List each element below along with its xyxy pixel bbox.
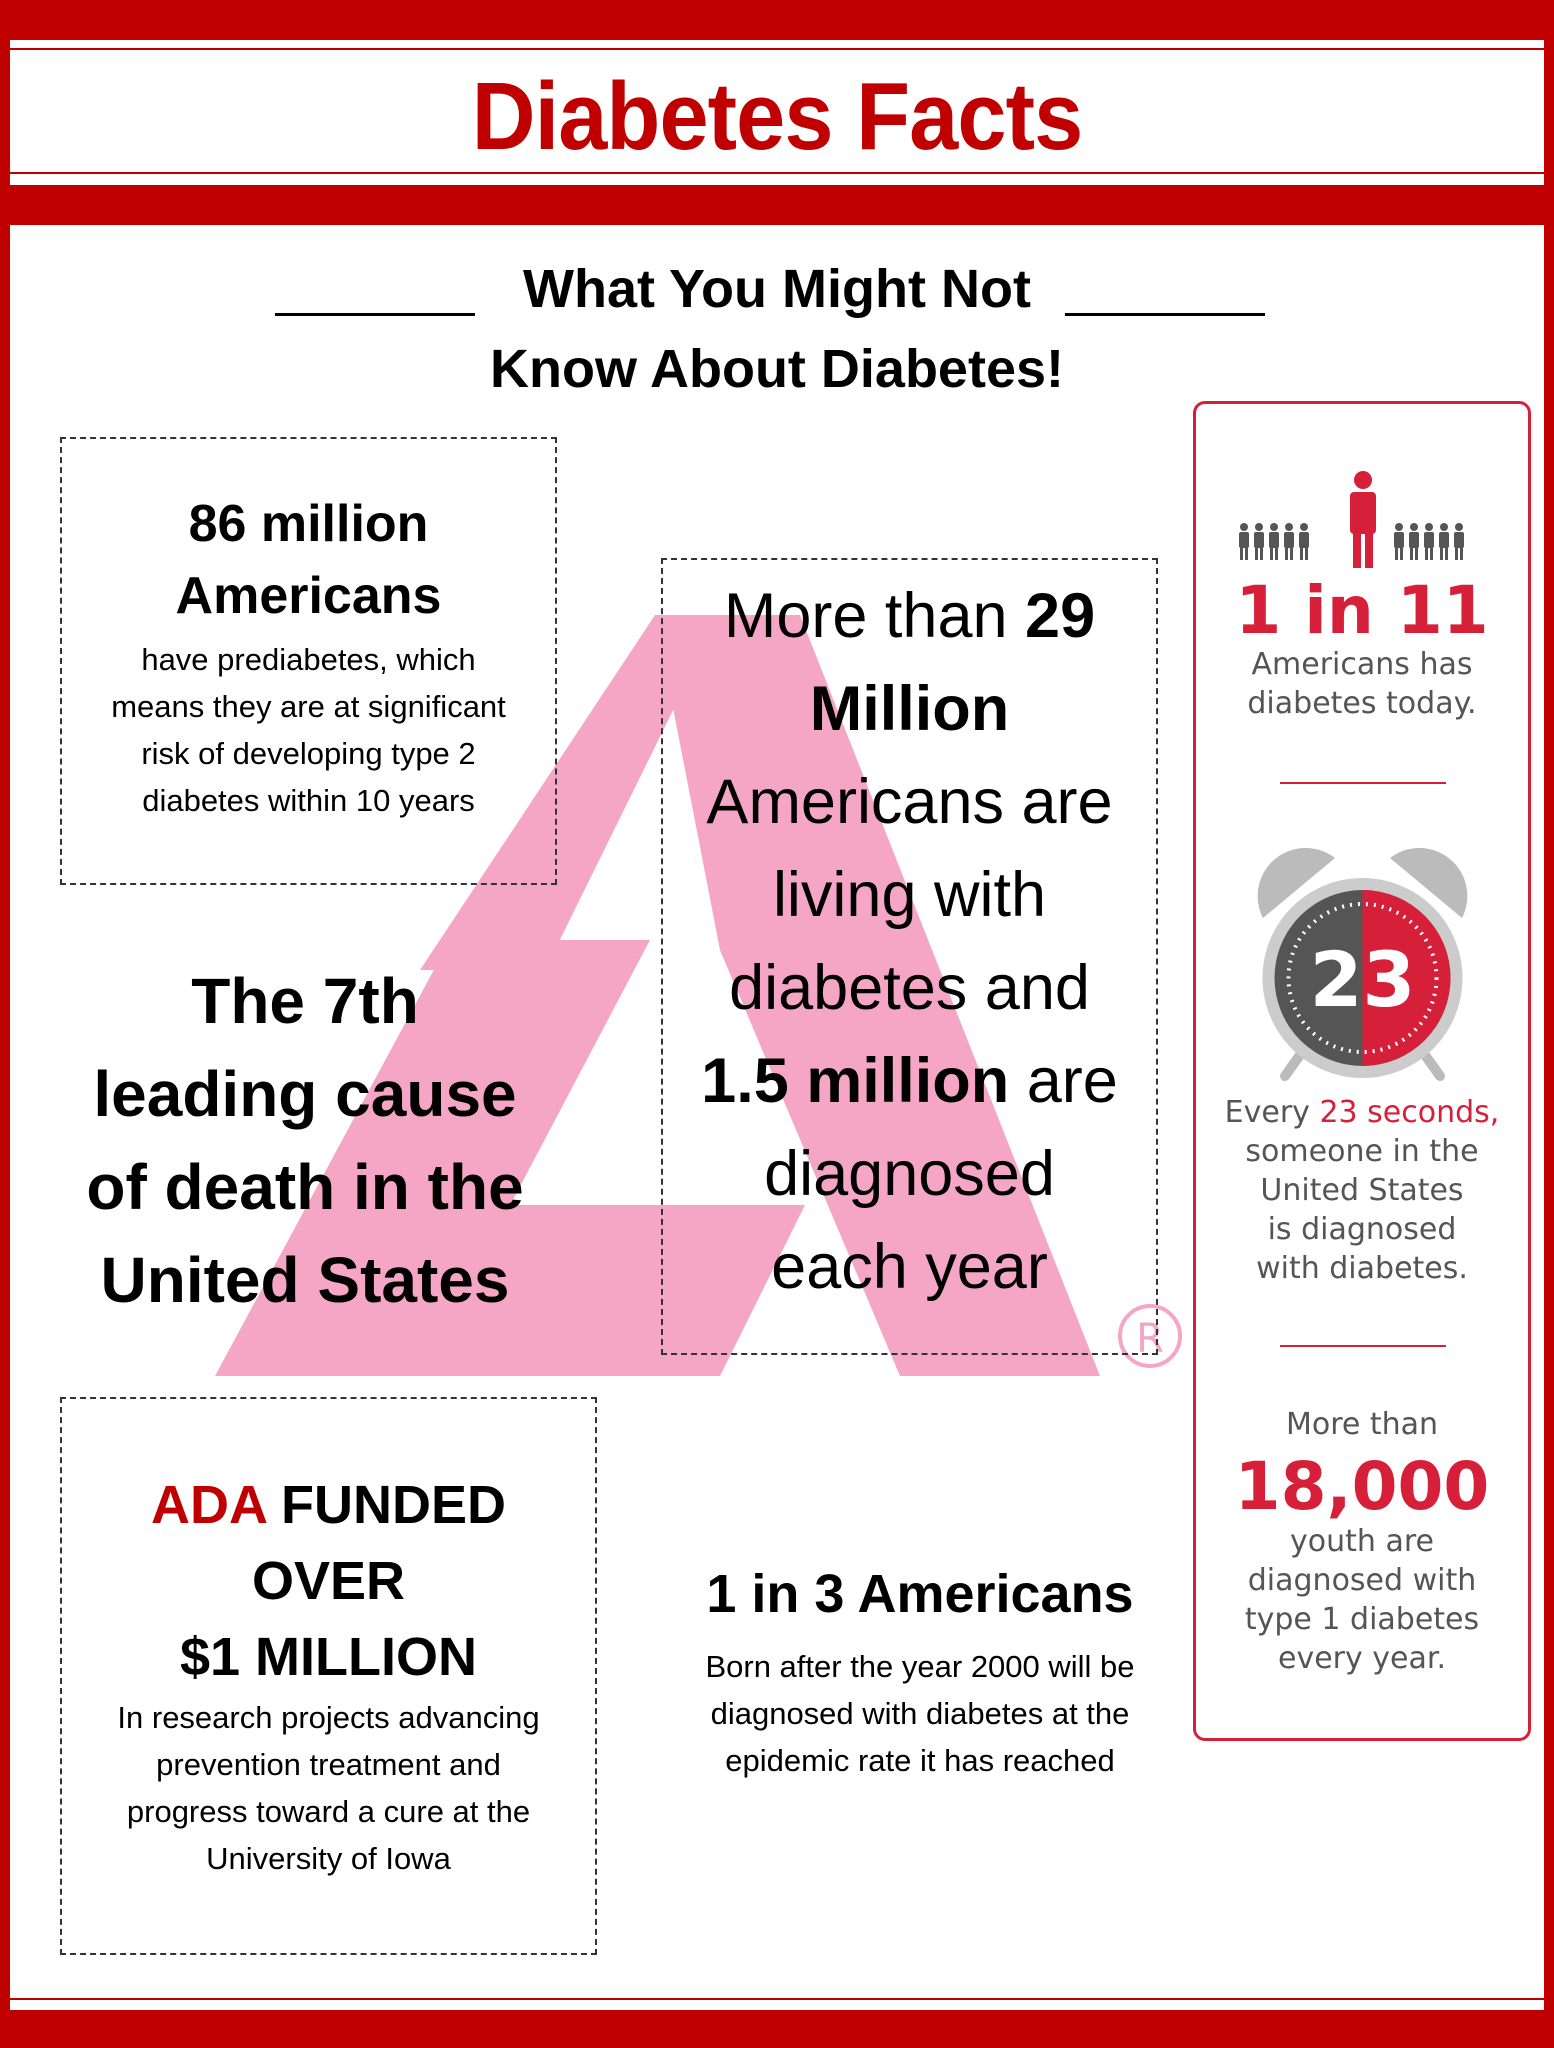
prediabetes-body-line: risk of developing type 2 — [141, 736, 476, 771]
stat-one-in-eleven: 1 in 11 — [1235, 572, 1489, 649]
alarm-clock-icon — [1245, 848, 1480, 1083]
panel-line: every year. — [1277, 1641, 1446, 1676]
ada-amount: $1 MILLION — [179, 1627, 478, 1687]
prediabetes-body-line: have prediabetes, which — [141, 642, 476, 677]
header-rule-top — [10, 48, 1544, 50]
living-text: are — [1009, 1046, 1118, 1116]
subtitle-rule-right — [1065, 313, 1265, 316]
living-text: living with — [772, 860, 1047, 930]
one-in-three-body — [640, 1643, 1200, 1784]
ada-body-line: prevention treatment and — [156, 1747, 501, 1782]
living-number: 29 — [1025, 581, 1096, 651]
cause-of-death-text — [40, 955, 570, 1327]
panel-line: is diagnosed — [1267, 1212, 1457, 1247]
living-text: Million — [809, 674, 1010, 744]
stat-one-in-eleven-text — [1193, 645, 1531, 723]
svg-text:R: R — [1136, 1316, 1164, 1362]
panel-line: youth are — [1290, 1524, 1434, 1559]
one-in-three-line: diagnosed with diabetes at the — [710, 1696, 1130, 1731]
cause-line: of death in the — [86, 1151, 524, 1223]
ada-body — [62, 1694, 595, 1882]
panel-line: Americans has — [1251, 647, 1473, 682]
prediabetes-headline1: 86 million — [188, 495, 429, 553]
cause-line: The 7th — [191, 965, 419, 1037]
stat-18000-value: 18,000 — [1234, 1448, 1490, 1525]
page-title: Diabetes Facts — [471, 63, 1083, 170]
ada-body-line: In research projects advancing — [117, 1700, 540, 1735]
panel-line: Every — [1224, 1095, 1320, 1130]
ada-body-line: University of Iowa — [206, 1841, 451, 1876]
panel-divider — [1280, 782, 1446, 784]
living-number: 1.5 million — [701, 1046, 1010, 1116]
panel-highlight: 23 seconds, — [1319, 1095, 1500, 1130]
living-text: diagnosed — [764, 1139, 1055, 1209]
stat-23-seconds-text — [1193, 1093, 1531, 1288]
living-text: More than — [723, 581, 1026, 651]
one-in-three-line: epidemic rate it has reached — [725, 1743, 1115, 1778]
panel-line: someone in the — [1245, 1134, 1479, 1169]
subtitle-line1: What You Might Not — [523, 259, 1031, 319]
prediabetes-body-line: diabetes within 10 years — [142, 783, 475, 818]
living-with-diabetes-box — [661, 558, 1158, 1355]
ada-funded-text: FUNDED — [266, 1475, 506, 1535]
header-band — [0, 185, 1554, 225]
prediabetes-body — [62, 636, 555, 824]
panel-line: diagnosed with — [1247, 1563, 1477, 1598]
header-rule-bottom — [10, 172, 1544, 174]
bottom-border — [0, 2010, 1554, 2048]
one-in-three-section — [640, 1563, 1200, 1784]
stat-18000-pre: More than — [1285, 1407, 1439, 1442]
ada-funded-text: OVER — [251, 1551, 406, 1611]
one-in-three-line: Born after the year 2000 will be — [705, 1649, 1135, 1684]
top-border — [0, 0, 1554, 40]
living-text: Americans are — [706, 767, 1113, 837]
prediabetes-body-line: means they are at significant — [111, 689, 506, 724]
panel-line: diabetes today. — [1247, 686, 1477, 721]
cause-line: leading cause — [93, 1058, 517, 1130]
people-row-icon — [1238, 470, 1488, 570]
ada-name: ADA — [151, 1475, 266, 1535]
one-in-three-headline: 1 in 3 Americans — [706, 1564, 1134, 1624]
panel-divider — [1280, 1345, 1446, 1347]
cause-line: United States — [100, 1244, 510, 1316]
prediabetes-headline2: Americans — [175, 567, 442, 625]
ada-funded-box — [60, 1397, 597, 1955]
panel-line: with diabetes. — [1256, 1251, 1468, 1286]
panel-line: United States — [1260, 1173, 1464, 1208]
subtitle-line2: Know About Diabetes! — [490, 339, 1064, 399]
living-text: diabetes and — [729, 953, 1090, 1023]
stat-18000-text — [1193, 1522, 1531, 1678]
prediabetes-box — [60, 437, 557, 885]
living-text: each year — [771, 1232, 1048, 1302]
footer-rule — [10, 1998, 1544, 2000]
ada-body-line: progress toward a cure at the — [126, 1794, 531, 1829]
panel-line: type 1 diabetes — [1244, 1602, 1480, 1637]
clock-number: 23 — [1309, 935, 1416, 1024]
